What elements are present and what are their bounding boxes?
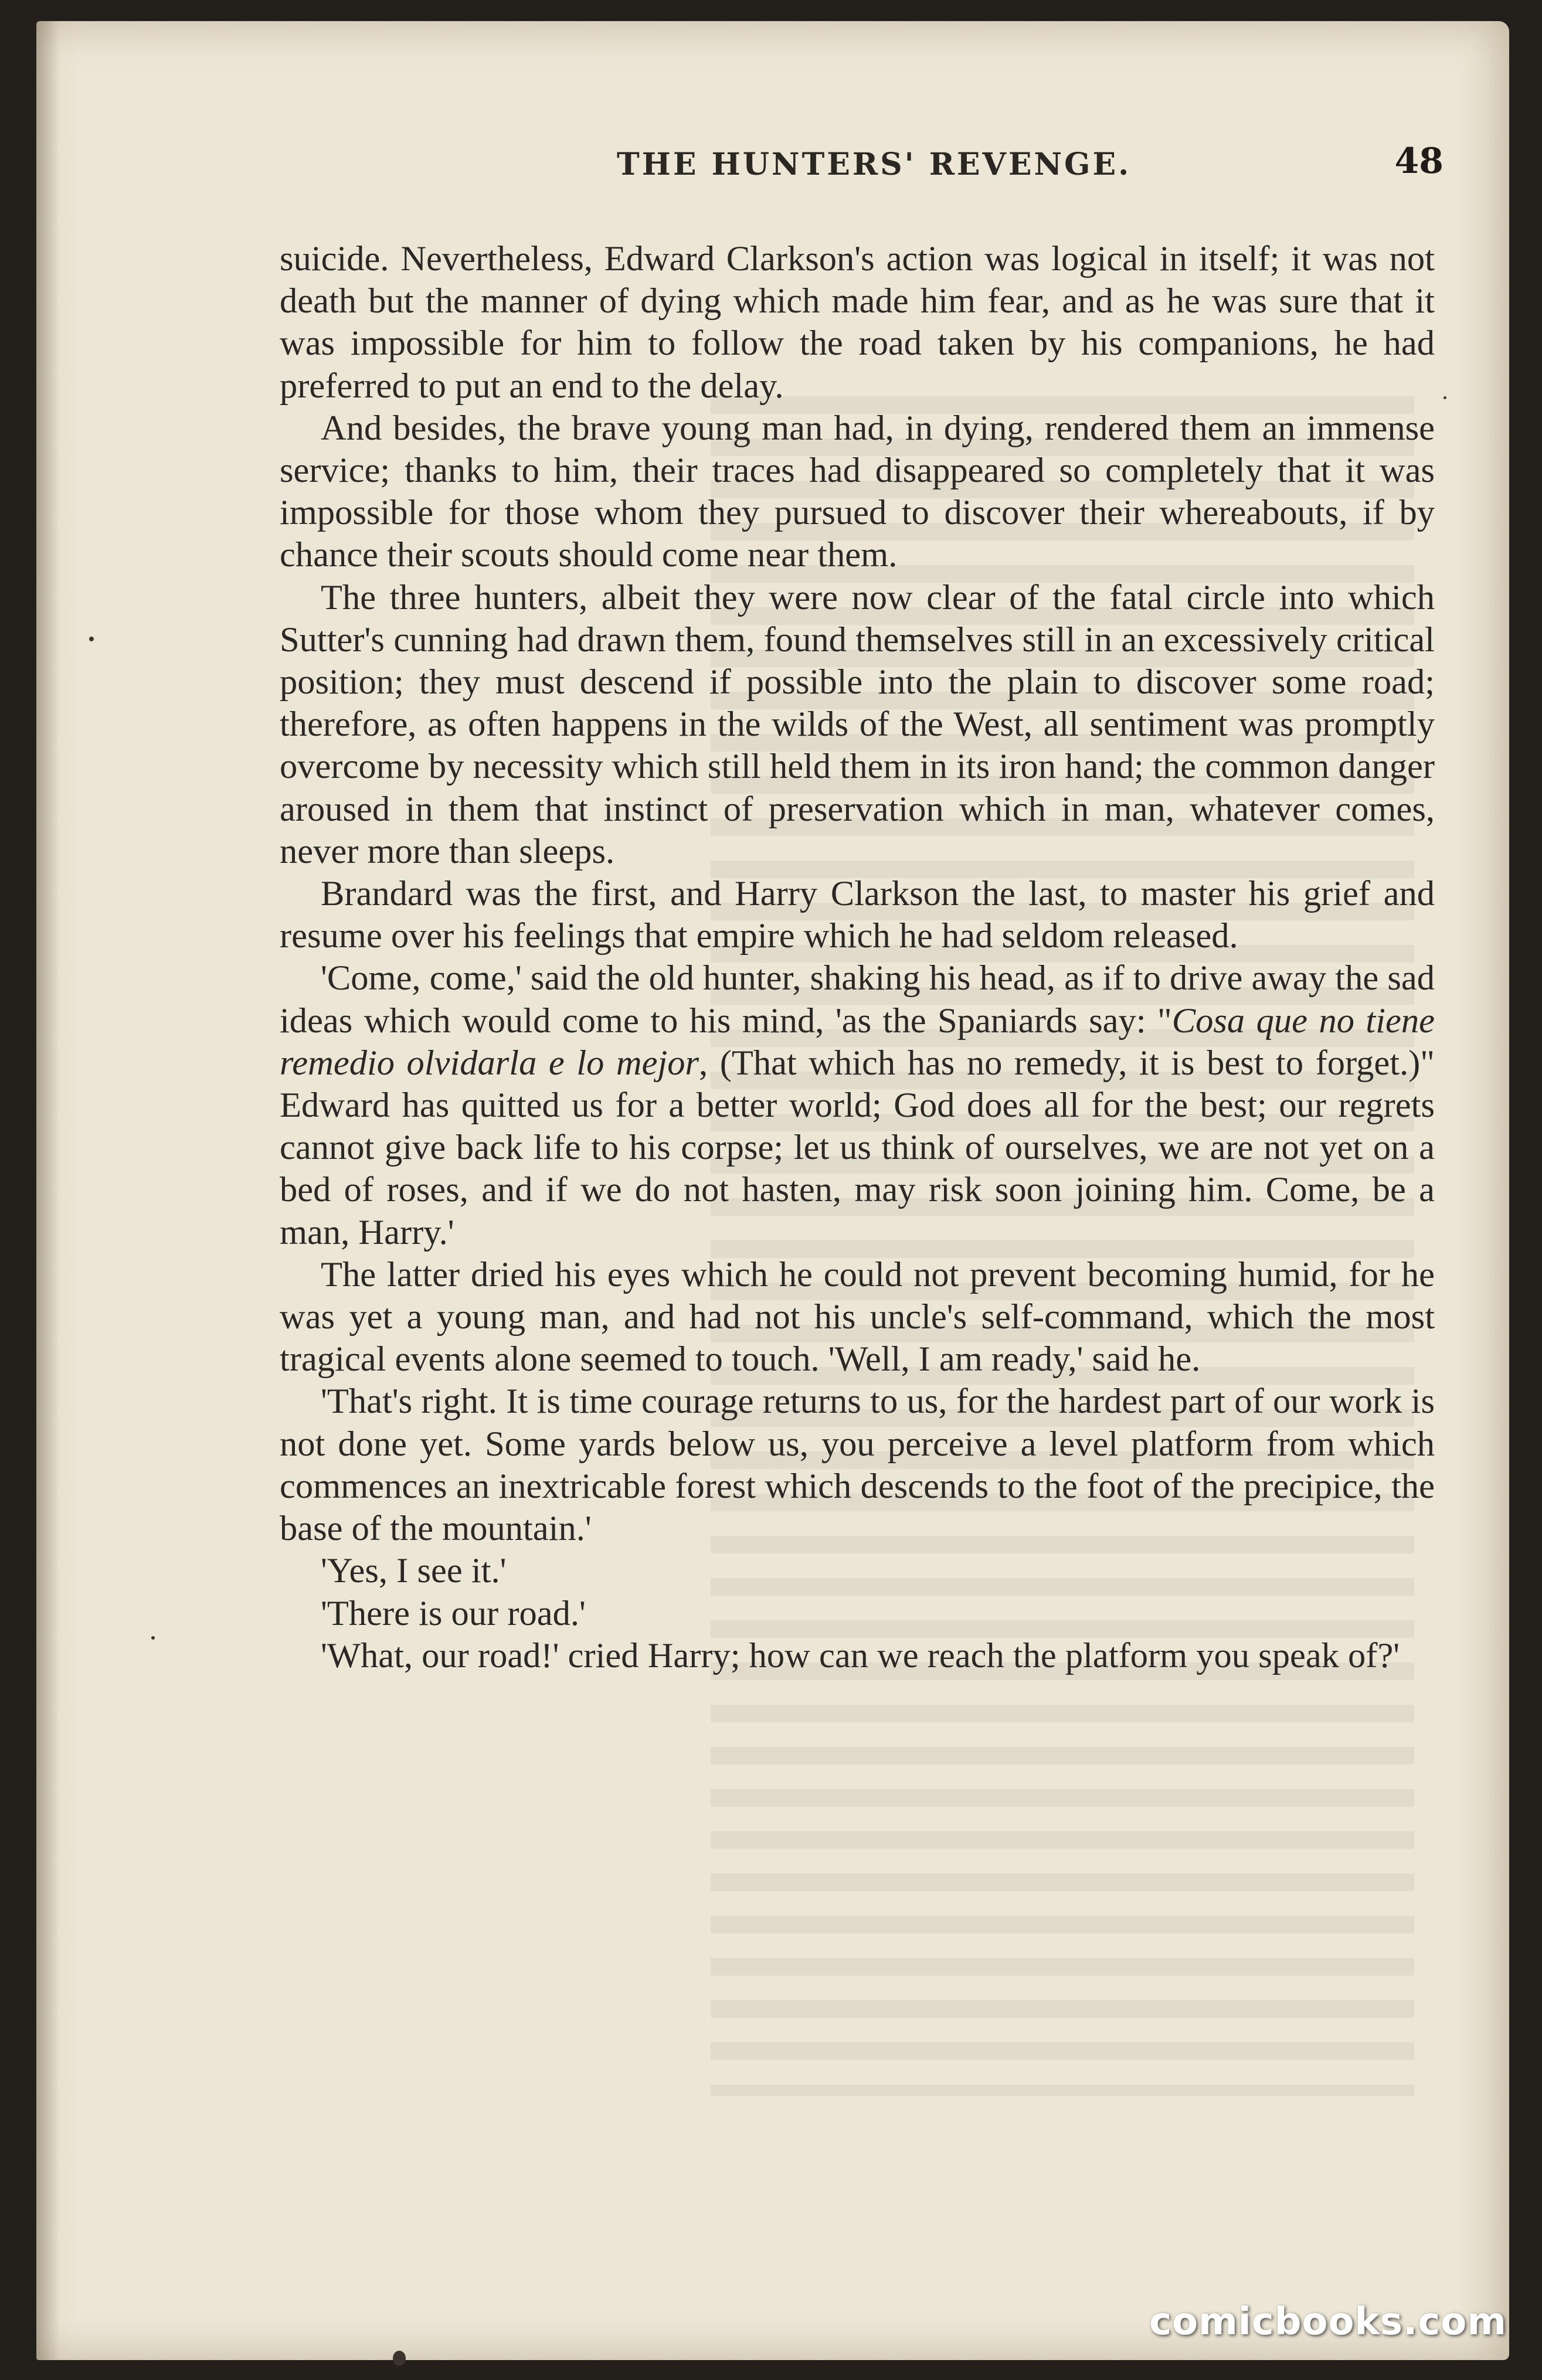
paragraph: 'Yes, I see it.' <box>321 1551 507 1591</box>
paragraph: 'What, our road!' cried Harry; how can we reach the platform you speak of?' <box>321 1636 1400 1675</box>
page-number: 48 <box>1394 141 1443 182</box>
page-header <box>236 136 1467 195</box>
dialogue-text: , (That which has no remedy, it is best to forget.)" Edward has quitted us for a better world; God does all for the best; our regrets cannot give back life to his corpse; let us think of ourselves, we are not yet on a bed of roses, and if we do not hasten, may risk soon joining him. Come, be a man, Harry.' <box>280 1043 1435 1252</box>
ink-speck <box>393 2351 406 2366</box>
ink-speck <box>151 1636 155 1640</box>
paragraph: The three hunters, albeit they were now clear of the fatal circle into which Sutter's cunning had drawn them, found themselves still in an excessively critical position; they must descend if possible into the plain to discover some road; therefore, as often happens in the wilds of the West, all sentiment was promptly overcome by necessity which still held them in its iron hand; the common danger aroused in them that instinct of preservation which in man, whatever comes, never more than sleeps. <box>280 577 1435 871</box>
paragraph: And besides, the brave young man had, in dying, rendered them an immense service; thanks to him, their traces had disappeared so completely that it was impossible for those whom they pursued to discover their whereabouts, if by chance their scouts should come near them. <box>280 408 1435 575</box>
paragraph <box>280 957 1435 1253</box>
body-text <box>280 238 1435 1677</box>
ink-speck <box>89 637 94 641</box>
paragraph: Brandard was the first, and Harry Clarkson the last, to master his grief and resume over his feelings that empire which he had seldom released. <box>280 874 1435 956</box>
running-title: THE HUNTERS' REVENGE. <box>617 147 1132 182</box>
paragraph: 'That's right. It is time courage returns to us, for the hardest part of our work is not done yet. Some yards below us, you perceive a level platform from which commences an inextricable forest which descends to the foot of the precipice, the base of the mountain.' <box>280 1382 1435 1549</box>
watermark-logo: comicbooks.com <box>1149 2300 1507 2344</box>
paragraph: 'There is our road.' <box>321 1593 586 1633</box>
paragraph: The latter dried his eyes which he could not prevent becoming humid, for he was yet a young man, and had not his uncle's self-command, which the most tragical events alone seemed to touch. 'Well, I am ready,' said he. <box>280 1254 1435 1379</box>
paragraph: suicide. Nevertheless, Edward Clarkson's action was logical in itself; it was not death but the manner of dying which made him fear, and as he was sure that it was impossible for him to follow the road taken by his companions, he had preferred to put an end to the delay. <box>280 239 1435 406</box>
dialogue-text: 'Come, come,' said the old hunter, shaking his head, as if to drive away the sad ideas which would come to his mind, 'as the Spaniards say: " <box>280 958 1435 1041</box>
book-page <box>36 21 1509 2360</box>
spanish-proverb: Cosa que no tiene remedio olvidarla e lo mejor <box>280 1001 1435 1083</box>
ink-speck <box>1443 396 1446 399</box>
